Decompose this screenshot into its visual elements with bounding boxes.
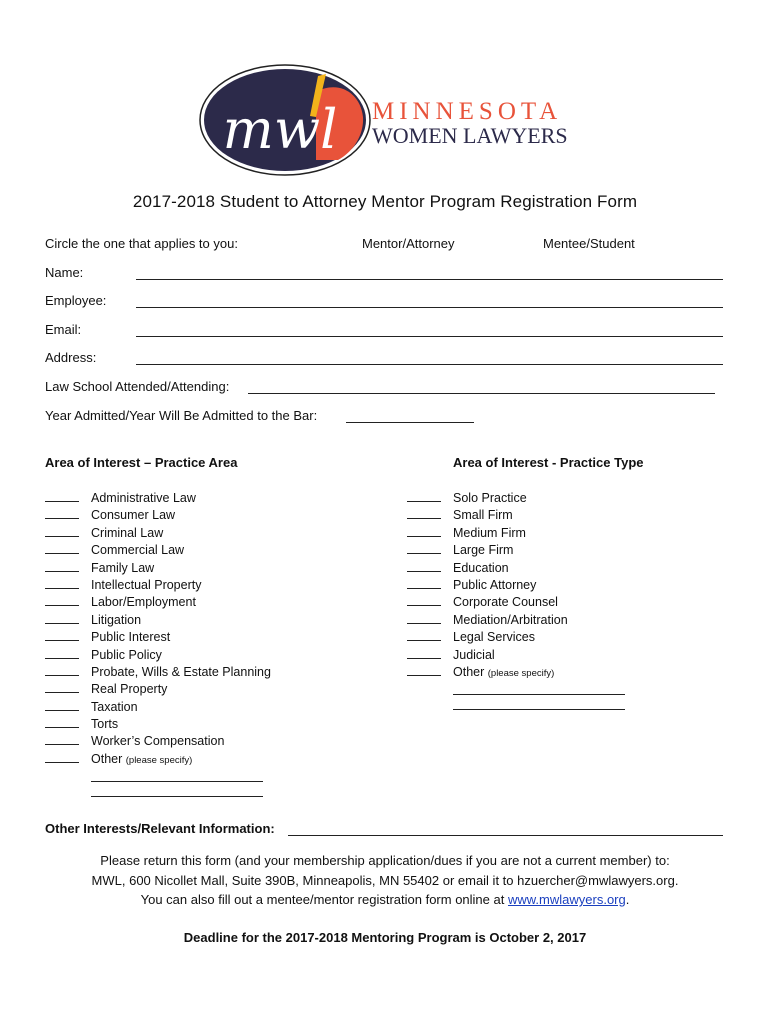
year-admitted-field[interactable] [346,422,474,423]
list-item [45,732,271,749]
option-mentee-student[interactable]: Mentee/Student [543,236,635,251]
mwl-logo-graphic [198,62,578,192]
list-item-label: Family Law [91,560,155,575]
list-item [407,489,625,506]
checkbox-blank[interactable] [407,576,441,589]
other-specify-field-1[interactable] [453,680,625,695]
list-item-label: Public Interest [91,630,171,645]
list-item [45,506,271,523]
other-label: Other [453,664,485,679]
list-item [407,576,625,593]
law-school-field[interactable] [248,393,715,394]
checkbox-blank[interactable] [45,593,79,606]
footer-line3-prefix: You can also fill out a mentee/mentor registration form online at [140,892,505,907]
email-field[interactable] [136,336,723,337]
list-item-label: Torts [91,717,119,732]
list-item-label: Public Policy [91,647,162,662]
other-specify-field-1[interactable] [91,767,263,782]
list-item-label: Administrative Law [91,491,196,505]
list-item [45,541,271,558]
list-item [407,593,625,610]
list-item [45,680,271,697]
list-item-label: Litigation [91,612,142,627]
practice-type-heading: Area of Interest - Practice Type [453,455,644,470]
list-item [45,524,271,541]
footer-line2: MWL, 600 Nicollet Mall, Suite 390B, Minneapolis, MN 55402 or email it to hzuercher@mwlawyers.org. [91,872,679,888]
email-label: Email: [45,322,82,337]
list-item-label: Consumer Law [91,508,176,523]
list-item [407,541,625,558]
list-item-label: Solo Practice [453,491,527,505]
list-item-label: Mediation/Arbitration [453,612,568,627]
practice-type-list [407,489,625,710]
form-title: 2017-2018 Student to Attorney Mentor Program Registration Form [132,192,638,211]
checkbox-blank[interactable] [45,698,79,711]
list-item [407,611,625,628]
other-note: (please specify) [125,754,193,766]
checkbox-blank[interactable] [45,541,79,554]
list-item [407,506,625,523]
list-item-label: Probate, Wills & Estate Planning [91,664,271,679]
address-field[interactable] [136,364,723,365]
law-school-label: Law School Attended/Attending: [45,379,230,394]
checkbox-blank[interactable] [45,715,79,728]
return-instructions [0,851,770,910]
checkbox-blank[interactable] [407,628,441,641]
list-item-other [407,663,625,680]
name-label: Name: [45,265,84,280]
checkbox-blank[interactable] [45,628,79,641]
other-note: (please specify) [487,667,555,679]
checkbox-blank[interactable] [45,489,79,502]
logo-name-line1: MINNESOTA [372,98,563,125]
list-item [407,646,625,663]
list-item-label: Corporate Counsel [453,595,558,610]
list-item-other [45,750,271,767]
list-item-label: Education [453,560,509,575]
other-interests-field[interactable] [288,835,723,836]
website-link[interactable]: www.mwlawyers.org [507,892,626,907]
list-item-label: Legal Services [453,630,535,645]
list-item-label: Labor/Employment [91,595,196,610]
circle-prompt: Circle the one that applies to you: [45,236,238,251]
list-item-label: Judicial [453,647,495,662]
other-label: Other [91,751,123,766]
checkbox-blank[interactable] [407,593,441,606]
other-interests-label: Other Interests/Relevant Information: [45,821,275,836]
list-item-label: Taxation [91,699,138,714]
list-item-label: Public Attorney [453,577,537,592]
list-item-label: Small Firm [453,508,513,523]
practice-area-heading: Area of Interest – Practice Area [45,455,238,470]
list-item [45,698,271,715]
option-mentor-attorney[interactable]: Mentor/Attorney [362,236,455,251]
list-item-label: Criminal Law [91,525,164,540]
logo-mark-text: mwl [222,98,338,161]
list-item [45,576,271,593]
logo-name-line2: WOMEN LAWYERS [372,123,568,148]
list-item [45,715,271,732]
list-item [45,489,271,506]
checkbox-blank[interactable] [407,524,441,537]
list-item [45,628,271,645]
name-field[interactable] [136,279,723,280]
mwl-logo [198,62,578,192]
checkbox-blank[interactable] [45,506,79,519]
other-specify-field-2[interactable] [453,695,625,710]
checkbox-blank[interactable] [407,506,441,519]
list-item [45,593,271,610]
list-item [407,559,625,576]
checkbox-blank[interactable] [45,732,79,745]
list-item-label: Intellectual Property [91,577,202,592]
checkbox-blank[interactable] [45,524,79,537]
list-item [407,524,625,541]
checkbox-blank[interactable] [45,663,79,676]
list-item-label: Large Firm [453,543,514,558]
checkbox-blank[interactable] [45,646,79,659]
checkbox-blank[interactable] [407,646,441,659]
checkbox-blank[interactable] [45,750,79,763]
checkbox-blank[interactable] [407,663,441,676]
list-item [45,646,271,663]
checkbox-blank[interactable] [407,559,441,572]
checkbox-blank[interactable] [45,680,79,693]
address-label: Address: [45,350,97,365]
list-item [45,559,271,576]
footer-line1: Please return this form (and your membership application/dues if you are not a current member) to: [100,853,670,868]
employee-field[interactable] [136,307,723,308]
footer-line3 [0,890,770,910]
employee-label: Employee: [45,293,107,308]
list-item-label: Commercial Law [91,543,185,558]
list-item [407,628,625,645]
other-specify-field-2[interactable] [91,782,263,797]
practice-area-list [45,489,271,797]
checkbox-blank[interactable] [45,576,79,589]
list-item-label: Medium Firm [453,525,526,540]
checkbox-blank[interactable] [45,611,79,624]
deadline-text: Deadline for the 2017-2018 Mentoring Program is October 2, 2017 [183,930,587,945]
list-item [45,663,271,680]
checkbox-blank[interactable] [407,489,441,502]
list-item-label: Real Property [91,682,168,697]
list-item-label: Worker’s Compensation [91,734,225,749]
year-admitted-label: Year Admitted/Year Will Be Admitted to the Bar: [45,408,318,423]
checkbox-blank[interactable] [407,541,441,554]
checkbox-blank[interactable] [407,611,441,624]
footer-line3-suffix: . [625,892,630,907]
checkbox-blank[interactable] [45,559,79,572]
list-item [45,611,271,628]
